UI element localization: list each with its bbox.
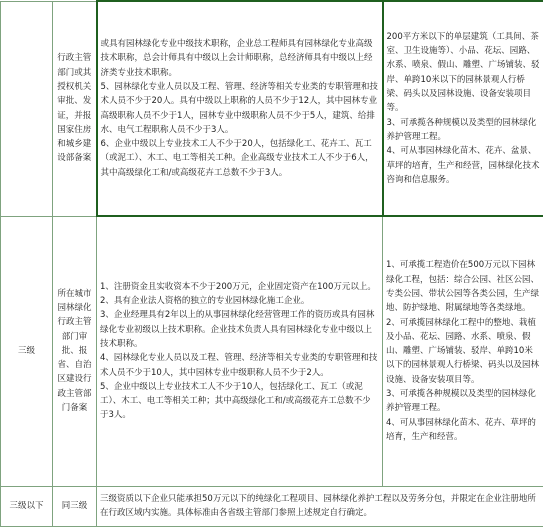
- grade-cell: 三级: [1, 216, 53, 486]
- requirements-cell: [97, 1, 383, 216]
- grade-cell: 三级以下: [1, 486, 53, 526]
- requirement-item: 5、企业中级以上专业技术工人不少于10人，包括绿化工、瓦工（或泥工）、木工、电工等相关工种；其中高级绿化工和/或高级花卉工总数不少于3人。: [100, 380, 379, 423]
- scope-item: 4、可从事园林绿化苗木、花卉、草坪的培育，生产和经营。: [386, 416, 540, 445]
- requirement-item: 3、企业经理具有2年以上的从事园林绿化经营管理工作的资历或具有园林绿化专业初级以上技术职称。企业技术负责人具有园林绿化专业中级以上技术职称。: [100, 308, 379, 351]
- requirement-item: 2、具有企业法人资格的独立的专业园林绿化施工企业。: [100, 294, 379, 308]
- scope-item: 3、可承揽各种规模以及类型的园林绿化养护管理工程。: [386, 387, 540, 416]
- scope-item: 1、可承揽工程造价在500万元以下园林绿化工程，包括：综合公园、社区公园、专类公园、带状公园等各类公园，生产绿地、防护绿地、附属绿地等各类绿地。: [386, 258, 540, 315]
- note-cell: 三级资质以下企业只能承担50万元以下的纯绿化工程项目、园林绿化养护工程以及劳务分包，并限定在企业注册地所在行政区域内实施。具体标准由各省级主管部门参照上述规定自行确定。: [97, 486, 543, 526]
- authority-cell: 所在城市园林绿化行政主管部门审批、报省、自治区建设行政主管部门备案: [53, 216, 97, 486]
- authority-cell: 行政主管部门或其授权机关审批、发证，并报国家住房和城乡建设部备案: [53, 1, 97, 216]
- scope-item: 4、可从事园林绿化苗木、花卉、盆景、草坪的培育，生产和经营，园林绿化技术咨询和信息服务。: [387, 144, 540, 187]
- table-row: [1, 486, 543, 526]
- scope-cell: [383, 216, 543, 486]
- scope-item: 2、可承揽园林绿化工程中的整地、栽植及小品、花坛、园路、水系、喷泉、假山、雕塑、广场铺装、驳岸、单跨10米以下的园林景观人行桥梁、码头以及园林设施、设备安装项目等。: [386, 316, 540, 387]
- scope-item: 3、可承揽各种规模以及类型的园林绿化养护管理工程。: [387, 116, 540, 145]
- requirements-cell: [97, 216, 383, 486]
- requirement-item: 6、企业中级以上专业技术工人不少于20人，包括绿化工、花卉工、瓦工（或泥工）、木工、电工等相关工种。企业高级专业技术工人不少于6人，其中高级绿化工和/或高级花卉工总数不少于3人。: [101, 137, 379, 180]
- table-row: [1, 1, 543, 216]
- requirement-item: 5、园林绿化专业人员以及工程、管理、经济等相关专业类的专职管理和技术人员不少于20人。具有中级以上职称的人员不少于12人，其中园林专业高级职称人员不少于1人，园林专业中级职称人员不少于5人，建筑、给排水、电气工程职称人员不少于3人。: [101, 80, 379, 137]
- scope-cell: [383, 1, 543, 216]
- requirement-item: 4、园林绿化专业人员以及工程、管理、经济等相关专业类的专职管理和技术人员不少于10人，其中园林专业中级职称人员不少于2人。: [100, 351, 379, 380]
- requirement-item: 1、注册资金且实收资本不少于200万元，企业固定资产在100万元以上。: [100, 280, 379, 294]
- authority-cell: 同三级: [53, 486, 97, 526]
- grade-cell: [1, 1, 53, 216]
- scope-item: 200平方米以下的单层建筑（工具间、茶室、卫生设施等）、小品、花坛、园路、水系、喷泉、假山、雕塑、广场铺装、驳岸、单跨10米以下的园林景观人行桥梁、码头以及园林设施、设备安装项目等。: [387, 30, 540, 116]
- requirement-item: 或具有园林绿化专业中级技术职称，企业总工程师具有园林绿化专业高级技术职称，总会计师具有中级以上会计师职称，总经济师具有中级以上经济类专业技术职称。: [101, 37, 379, 80]
- table-row: [1, 216, 543, 486]
